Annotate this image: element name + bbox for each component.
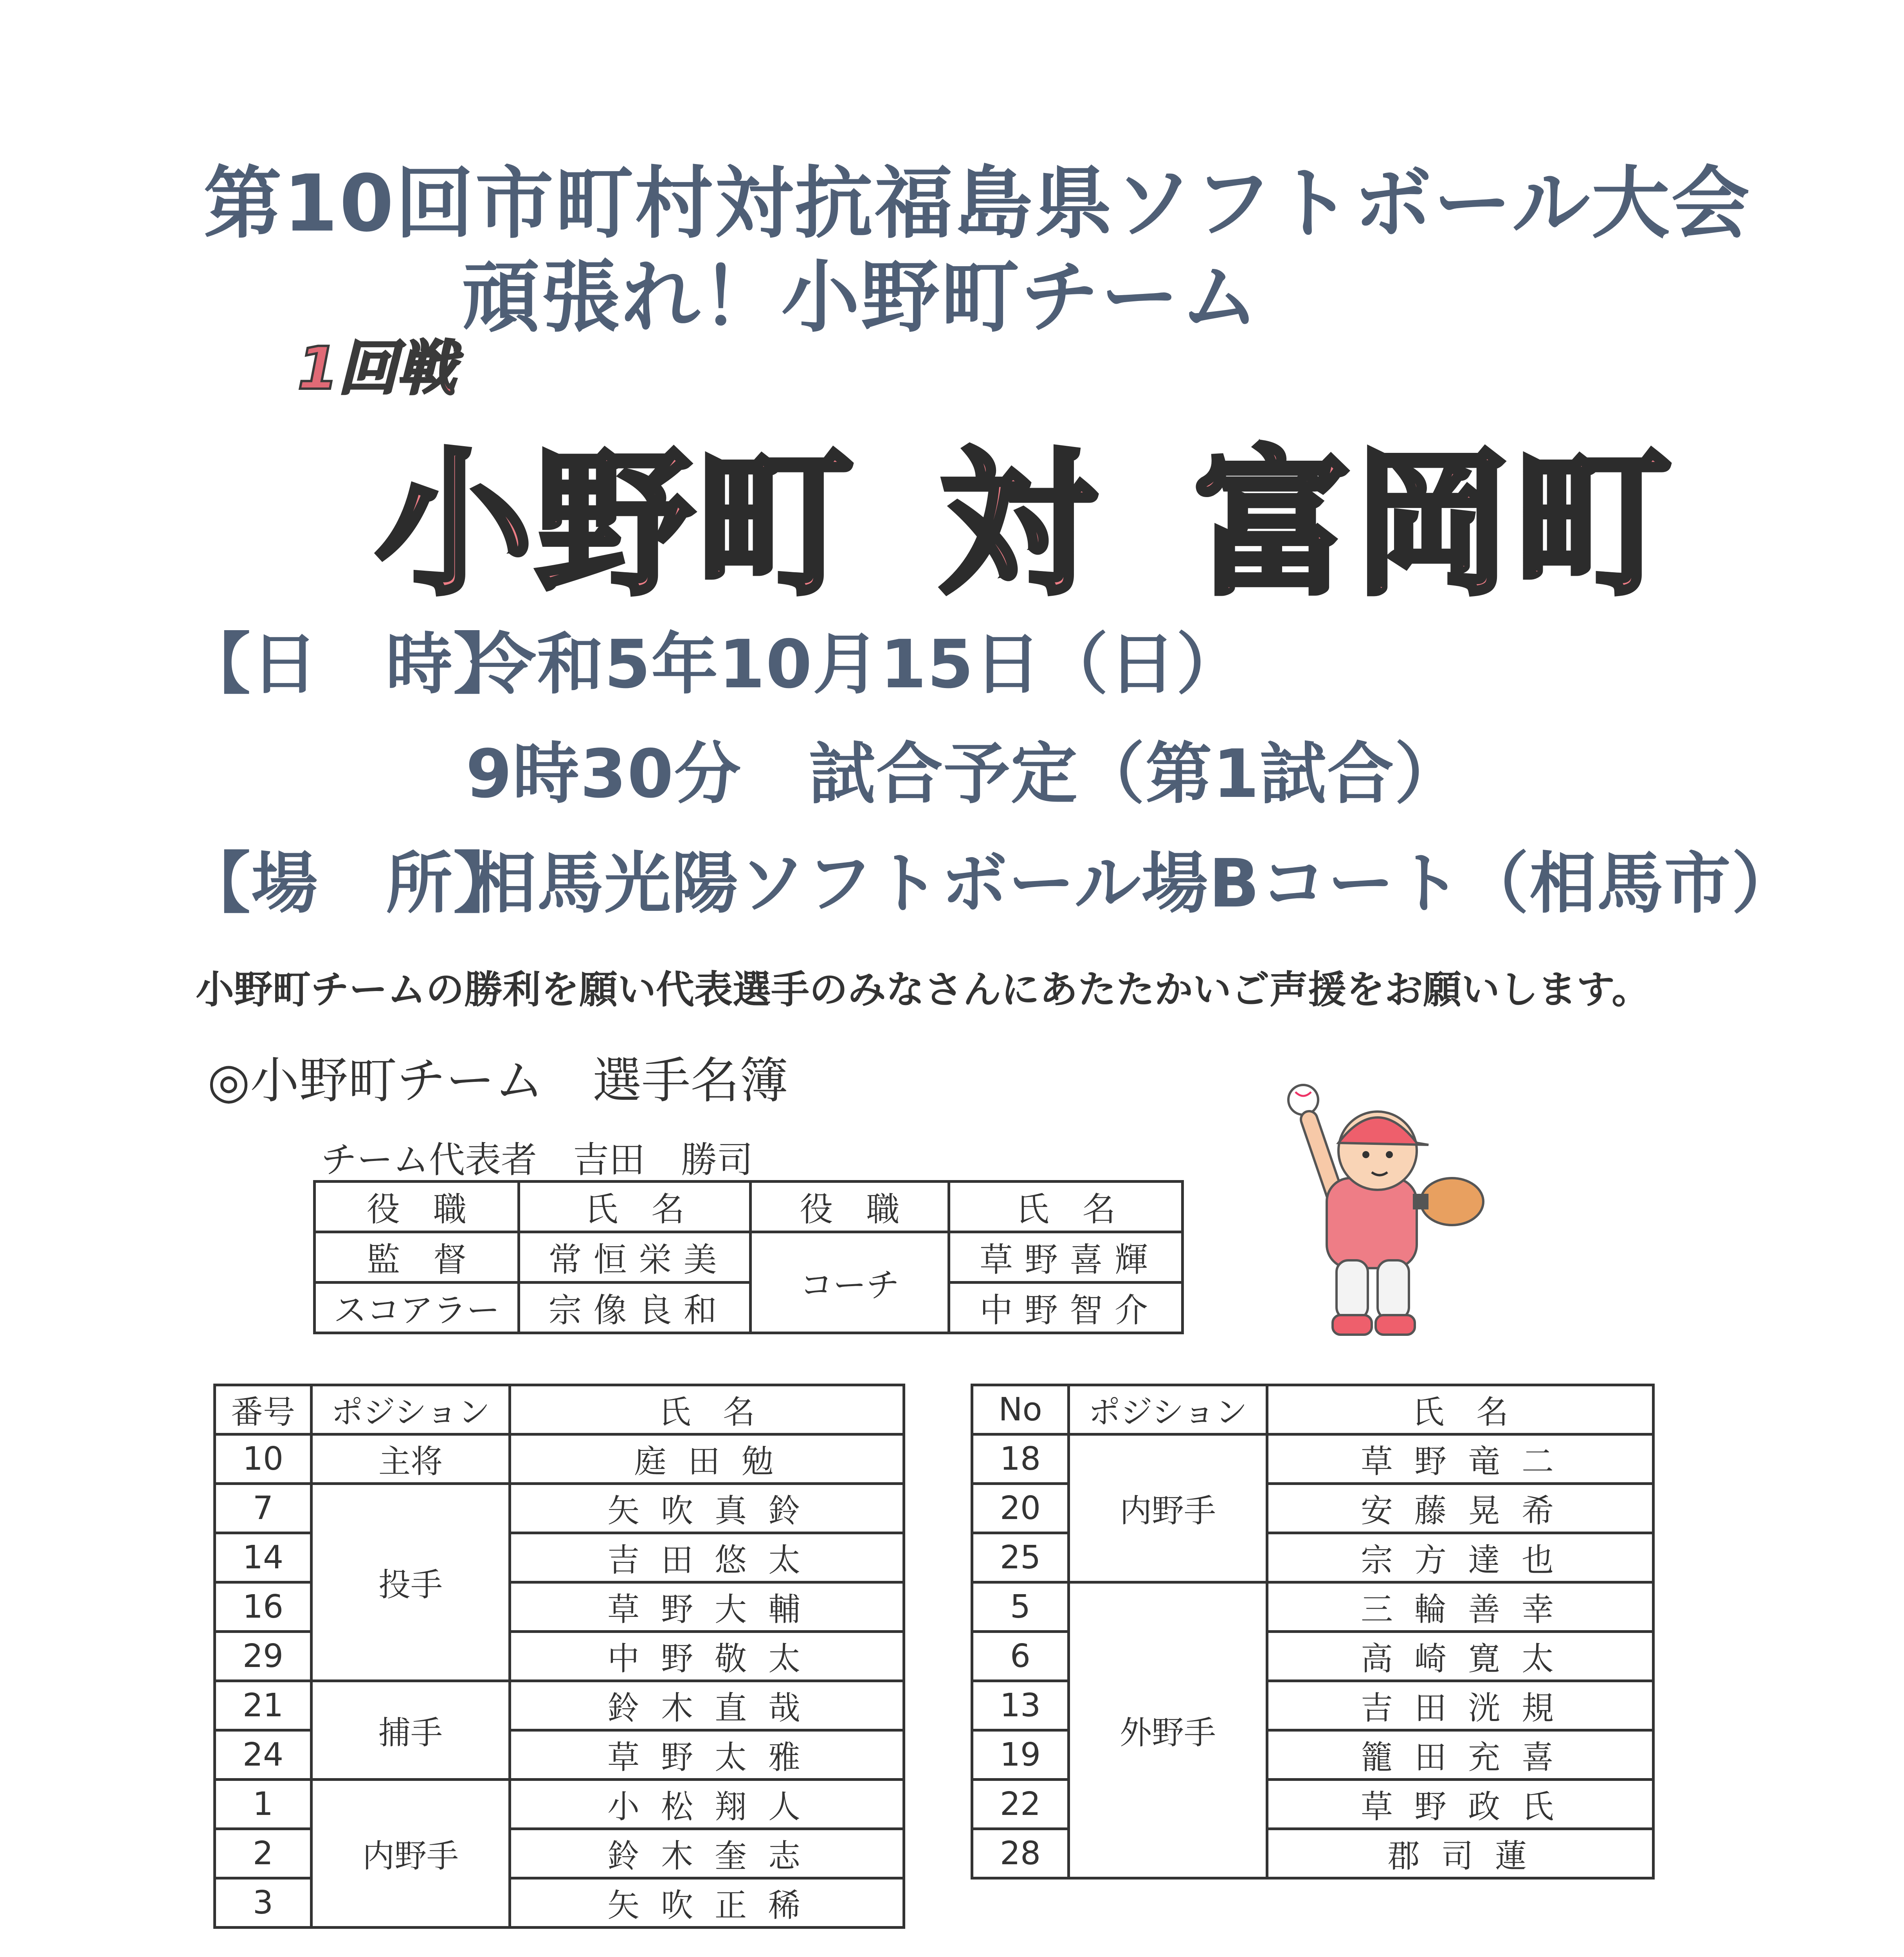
left-header-name: 氏 名 (510, 1385, 904, 1434)
player-number: 22 (972, 1780, 1069, 1829)
player-name: 吉田洸規 (1267, 1681, 1654, 1730)
player-name: 三輪善幸 (1267, 1582, 1654, 1632)
position-catcher: 捕手 (312, 1681, 510, 1780)
player-number: 14 (215, 1533, 312, 1582)
scorer-name: 宗像良和 (519, 1283, 751, 1333)
versus-label: 対 (939, 434, 1100, 616)
team-away: 富岡町 (1194, 434, 1675, 616)
player-name: 草野大輔 (510, 1582, 904, 1632)
table-row (972, 1434, 1654, 1484)
player-number: 2 (215, 1829, 312, 1878)
player-name: 郡司蓮 (1267, 1829, 1654, 1878)
manager-name: 常恒栄美 (519, 1232, 751, 1283)
player-number: 13 (972, 1681, 1069, 1730)
staff-header-name2: 氏 名 (949, 1182, 1183, 1232)
manager-role: 監 督 (315, 1232, 519, 1283)
player-number: 3 (215, 1878, 312, 1928)
staff-header-role: 役 職 (315, 1182, 519, 1232)
player-name: 草野太雅 (510, 1730, 904, 1780)
table-row (972, 1582, 1654, 1632)
player-number: 7 (215, 1484, 312, 1533)
left-header-number: 番号 (215, 1385, 312, 1434)
player-name: 草野竜二 (1267, 1434, 1654, 1484)
appeal-message: 小野町チームの勝利を願い代表選手のみなさんにあたたかいご声援をお願いします。 (196, 968, 1650, 1012)
scorer-role: スコアラー (315, 1283, 519, 1333)
team-representative: チーム代表者 吉田 勝司 (321, 1139, 753, 1181)
player-name: 高崎寛太 (1267, 1632, 1654, 1681)
place-value: 相馬光陽ソフトボール場Bコート（相馬市） (470, 845, 1799, 923)
player-number: 5 (972, 1582, 1069, 1632)
left-header-position: ポジション (312, 1385, 510, 1434)
player-table-left (213, 1384, 905, 1929)
player-number: 24 (215, 1730, 312, 1780)
right-header-position: ポジション (1069, 1385, 1267, 1434)
roster-heading: ◎小野町チーム 選手名簿 (207, 1052, 789, 1109)
position-captain: 主将 (312, 1434, 510, 1484)
player-number: 19 (972, 1730, 1069, 1780)
player-name: 吉田悠太 (510, 1533, 904, 1582)
player-number: 28 (972, 1829, 1069, 1878)
player-number: 29 (215, 1632, 312, 1681)
right-header-number: No (972, 1385, 1069, 1434)
player-name: 庭田勉 (510, 1434, 904, 1484)
player-number: 1 (215, 1780, 312, 1829)
player-number: 18 (972, 1434, 1069, 1484)
coach-name-1: 草野喜輝 (949, 1232, 1183, 1283)
player-name: 鈴木奎志 (510, 1829, 904, 1878)
table-row (215, 1681, 904, 1730)
position-infielder: 内野手 (1069, 1434, 1267, 1582)
player-number: 6 (972, 1632, 1069, 1681)
player-name: 宗方達也 (1267, 1533, 1654, 1582)
player-name: 矢吹正稀 (510, 1878, 904, 1928)
staff-header-name: 氏 名 (519, 1182, 751, 1232)
player-name: 籠田充喜 (1267, 1730, 1654, 1780)
player-name: 小松翔人 (510, 1780, 904, 1829)
player-number: 25 (972, 1533, 1069, 1582)
player-name: 安藤晃希 (1267, 1484, 1654, 1533)
round-label: 1回戦 (297, 335, 456, 403)
staff-table (313, 1180, 1184, 1334)
staff-header-role2: 役 職 (751, 1182, 949, 1232)
softball-pitcher-illustration (1272, 1076, 1515, 1350)
date-label: 【日 時】 (184, 626, 521, 703)
player-table-right (971, 1384, 1655, 1880)
date-value: 令和5年10月15日（日） (470, 626, 1244, 703)
time-value: 9時30分 試合予定（第1試合） (466, 735, 1462, 813)
coach-role: コーチ (751, 1232, 949, 1333)
player-name: 草野政氏 (1267, 1780, 1654, 1829)
player-name: 矢吹真鈴 (510, 1484, 904, 1533)
player-number: 20 (972, 1484, 1069, 1533)
player-number: 10 (215, 1434, 312, 1484)
right-header-name: 氏 名 (1267, 1385, 1654, 1434)
table-row (215, 1484, 904, 1533)
coach-name-2: 中野智介 (949, 1283, 1183, 1333)
title-line1: 第10回市町村対抗福島県ソフトボール大会 (204, 158, 1751, 249)
player-name: 鈴木直哉 (510, 1681, 904, 1730)
player-number: 16 (215, 1582, 312, 1632)
player-name: 中野敬太 (510, 1632, 904, 1681)
place-label: 【場 所】 (184, 845, 521, 923)
title-line2: 頑張れ！小野町チーム (462, 252, 1261, 343)
table-row (215, 1434, 904, 1484)
table-row (215, 1780, 904, 1829)
position-infielder: 内野手 (312, 1780, 510, 1928)
position-pitcher: 投手 (312, 1484, 510, 1681)
player-number: 21 (215, 1681, 312, 1730)
position-outfielder: 外野手 (1069, 1582, 1267, 1878)
team-home: 小野町 (376, 434, 857, 616)
